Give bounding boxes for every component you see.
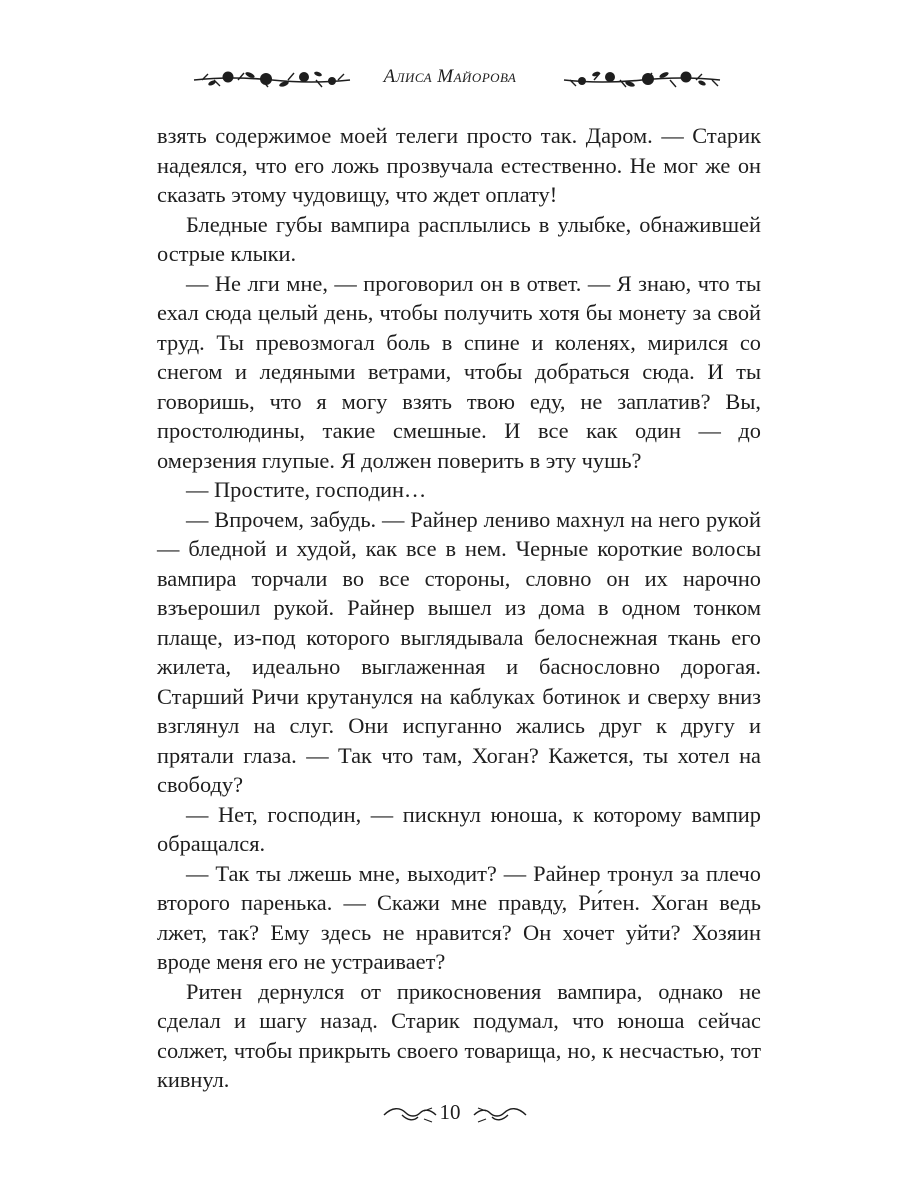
flourish-ornament-right-icon <box>470 1104 530 1126</box>
main-text <box>157 121 761 1095</box>
paragraph: — Так ты лжешь мне, выходит? — Райнер тронул за плечо второго паренька. — Скажи мне правду, Ри́тен. Хоган ведь лжет, так? Ему здесь не нравится? Он хочет уйти? Хозяин вроде меня его не устраивает? <box>157 860 761 974</box>
paragraph: — Простите, господин… <box>186 477 427 502</box>
paragraph: — Впрочем, забудь. — Райнер лениво махнул на него рукой — бледной и худой, как все в нем. Черные короткие волосы вампира торчали во все стороны, словно он их нарочно взъерошил рукой. Райнер вышел из дома в одном тонком плаще, из-под которого выглядывала белоснежная ткань его жилета, идеально выглаженная и баснословно дорогая. Старший Ричи крутанулся на каблуках ботинок и сверху вниз взглянул на слуг. Они испуганно жались друг к другу и прятали глаза. — Так что там, Хоган? Кажется, ты хотел на свободу? <box>157 506 761 797</box>
running-header-author: Алиса Майорова <box>383 66 517 87</box>
paragraph: — Не лги мне, — проговорил он в ответ. — Я знаю, что ты ехал сюда целый день, чтобы получить хотя бы монету за свой труд. Ты превозмогал боль в спине и коленях, мирился со снегом и ледяными ветрами, чтобы добраться сюда. И ты говоришь, что я могу взять твою еду, не заплатив? Вы, простолюдины, такие смешные. И все как один — до омерзения глупые. Я должен поверить в эту чушь? <box>157 270 761 473</box>
page-number: 10 <box>439 1100 461 1124</box>
paragraph: Ритен дернулся от прикосновения вампира, однако не сделал и шагу назад. Старик подумал, что юноша сейчас солжет, чтобы прикрыть своего товарища, но, к несчастью, тот кивнул. <box>157 978 761 1092</box>
paragraph: взять содержимое моей телеги просто так. Даром. — Старик надеялся, что его ложь прозвучала естественно. Не мог же он сказать этому чудовищу, что ждет оплату! <box>157 123 761 207</box>
rose-vine-ornament-right-icon <box>562 60 722 100</box>
page-footer <box>0 1100 900 1130</box>
running-header <box>0 60 900 100</box>
rose-vine-ornament-left-icon <box>192 60 352 100</box>
paragraph: — Нет, господин, — пискнул юноша, к которому вампир обращался. <box>157 801 761 856</box>
paragraph: Бледные губы вампира расплылись в улыбке, обнажившей острые клыки. <box>157 211 761 266</box>
